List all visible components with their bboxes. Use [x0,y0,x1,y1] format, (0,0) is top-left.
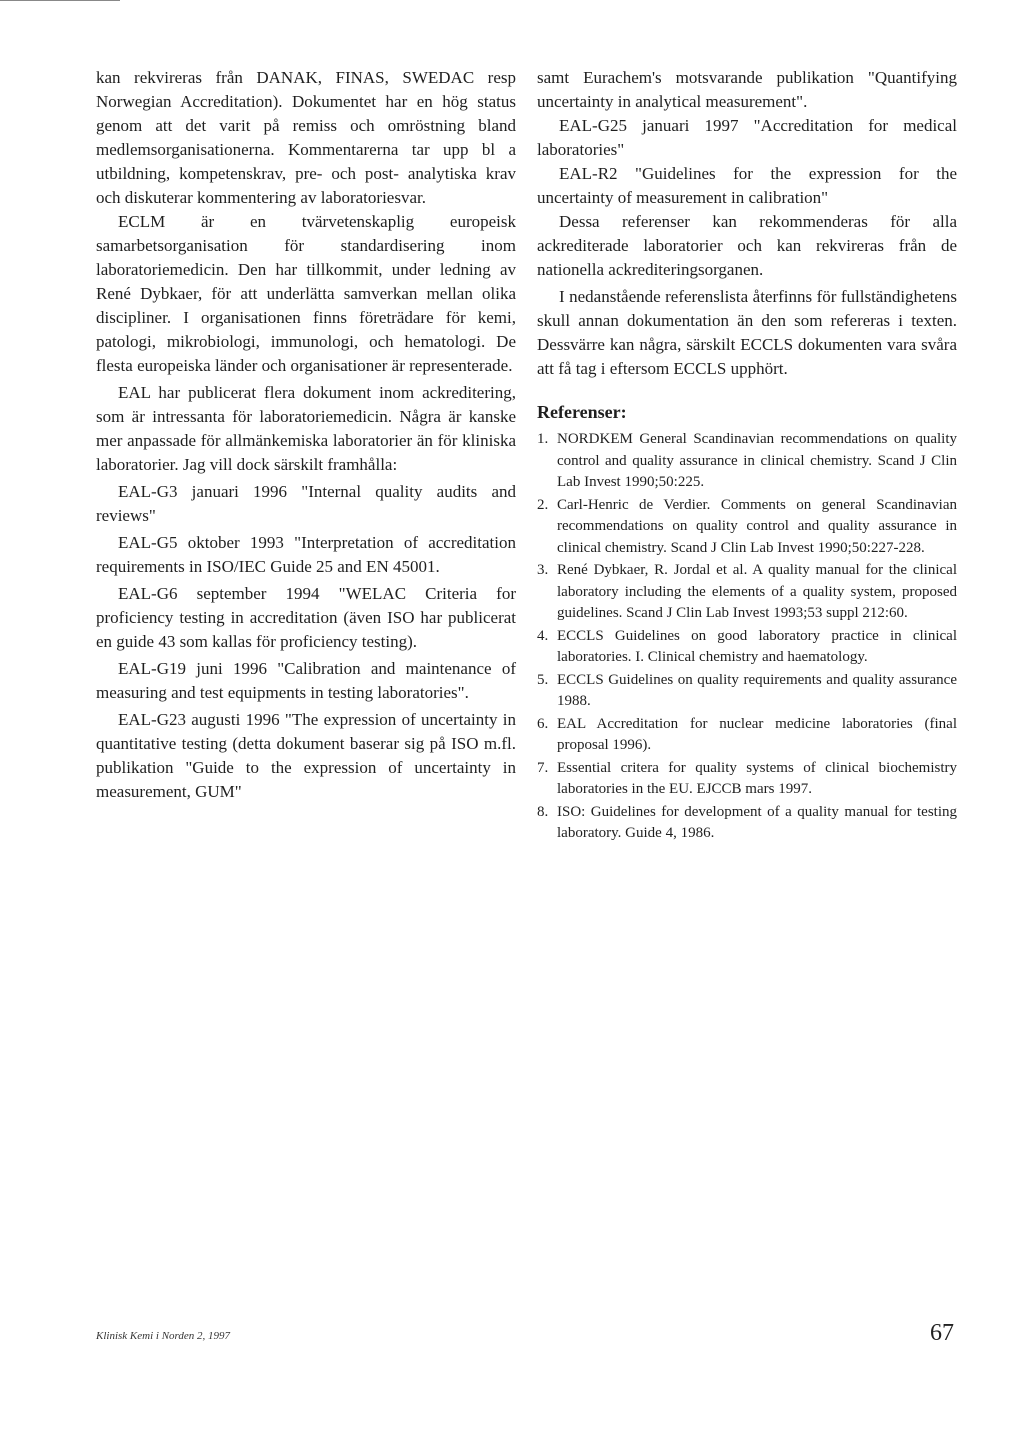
reference-item [537,626,957,669]
reference-item [537,429,957,494]
reference-text: Essential critera for quality systems of clinical biochemistry laboratories in the EU. EJCCB mars 1997. [557,759,957,797]
body-paragraph: EAL-G6 september 1994 "WELAC Criteria for proficiency testing in accreditation (även ISO har publicerat en guide 43 som kallas för proficiency testing). [96,584,516,651]
body-paragraph: EAL-G3 januari 1996 "Internal quality audits and reviews" [96,482,516,525]
reference-number: 2. [537,496,549,513]
references-list [537,429,957,845]
reference-number: 8. [537,803,549,820]
reference-number: 7. [537,759,549,776]
right-column [537,66,957,846]
body-paragraph: EAL-G23 augusti 1996 "The expression of uncertainty in quantitative testing (detta dokument baserar sig på ISO m.fl. publikation "Guide to the expression of uncertainty in measurement, GUM" [96,710,516,801]
body-paragraph: Dessa referenser kan rekommenderas för alla ackrediterade laboratorier och kan rekvireras från de nationella ackrediteringsorganen. [537,212,957,279]
body-paragraph: I nedanstående referenslista återfinns för fullständighetens skull annan dokumentation än den som refereras i texten. Dessvärre kan några, särskilt ECCLS dokumenten vara svåra att få tag i eftersom ECCLS upphört. [537,287,957,378]
body-paragraph: ECLM är en tvärvetenskaplig europeisk samarbetsorganisation för standardisering inom laboratoriemedicin. Den har tillkommit, under ledning av René Dybkaer, för att underlätta samverkan mellan olika discipliner. I organisationen finns företrädare för kemi, patologi, mikrobiologi, immunologi, och hematologi. De flesta europeiska länder och organisationer är representerade. [96,212,516,375]
footer-journal-title: Klinisk Kemi i Norden 2, 1997 [96,1330,231,1342]
body-paragraph: samt Eurachem's motsvarande publikation "Quantifying uncertainty in analytical measurement". [537,68,957,111]
reference-item [537,560,957,625]
reference-item [537,802,957,845]
left-column [96,66,516,804]
body-paragraph: EAL-G25 januari 1997 "Accreditation for medical laboratories" [537,116,957,159]
reference-text: René Dybkaer, R. Jordal et al. A quality manual for the clinical laboratory including the elements of a quality system, proposed guidelines. Scand J Clin Lab Invest 1993;53 suppl 212:60. [557,562,957,621]
reference-number: 3. [537,562,549,578]
body-paragraph: EAL har publicerat flera dokument inom ackreditering, som är intressanta för laboratoriemedicin. Några är kanske mer anpassade för allmänkemiska laboratorier än för kliniska laboratorier. Jag vill dock särskilt framhålla: [96,383,516,474]
references-heading: Referenser: [537,402,627,422]
reference-item [537,670,957,713]
reference-item [537,495,957,560]
page-number: 67 [930,1320,954,1346]
reference-item [537,758,957,801]
reference-number: 5. [537,671,549,688]
reference-text: ISO: Guidelines for development of a quality manual for testing laboratory. Guide 4, 1986. [557,803,957,841]
body-paragraph: EAL-R2 "Guidelines for the expression for the uncertainty of measurement in calibration" [537,164,957,207]
reference-number: 6. [537,715,549,732]
top-rule [0,0,120,1]
reference-number: 4. [537,627,549,644]
reference-text: ECCLS Guidelines on quality requirements and quality assurance 1988. [557,671,957,709]
reference-text: ECCLS Guidelines on good laboratory practice in clinical laboratories. I. Clinical chemistry and haematology. [557,627,957,665]
body-paragraph: kan rekvireras från DANAK, FINAS, SWEDAC resp Norwegian Accreditation). Dokumentet har en hög status genom att det varit på remiss och omröstning bland medlemsorganisationerna. Kommentarerna tar upp bl a utbildning, kompetenskrav, pre- och post- analytiska krav och diskuterar kommentering av laboratoriesvar. [96,68,516,207]
reference-number: 1. [537,431,549,447]
reference-text: NORDKEM General Scandinavian recommendations on quality control and quality assurance in clinical chemistry. Scand J Clin Lab Invest 1990;50:225. [557,431,957,490]
body-paragraph: EAL-G19 juni 1996 "Calibration and maintenance of measuring and test equipments in testing laboratories". [96,659,516,702]
reference-item [537,714,957,757]
body-paragraph: EAL-G5 oktober 1993 "Interpretation of accreditation requirements in ISO/IEC Guide 25 and EN 45001. [96,533,516,576]
reference-text: EAL Accreditation for nuclear medicine laboratories (final proposal 1996). [557,715,957,753]
reference-text: Carl-Henric de Verdier. Comments on general Scandinavian recommendations on quality control and quality assurance in clinical chemistry. Scand J Clin Lab Invest 1990;50:227-228. [557,496,957,556]
